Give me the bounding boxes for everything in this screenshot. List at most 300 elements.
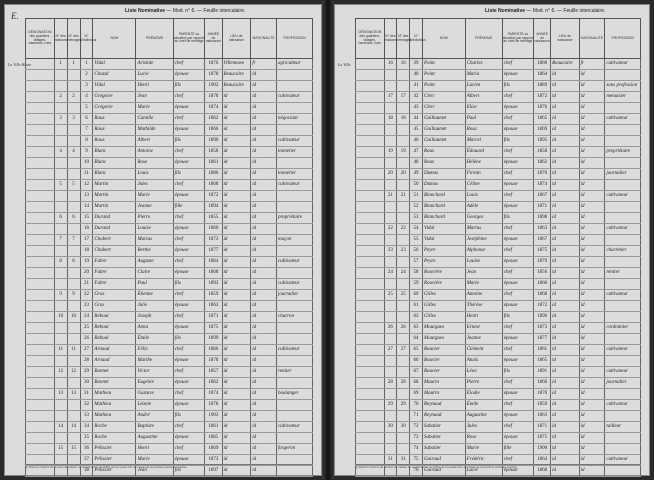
table-cell: chef (502, 455, 533, 466)
table-cell: 75 (410, 455, 423, 466)
table-cell: épouse (502, 279, 533, 290)
table-cell (54, 81, 67, 92)
book-gutter (322, 0, 334, 480)
table-cell: Firmin (465, 169, 502, 180)
table-cell: charron (277, 312, 313, 323)
table-cell: id (222, 268, 251, 279)
table-cell: 1862 (205, 114, 222, 125)
table-cell: chef (502, 323, 533, 334)
table-cell: Maurin (422, 389, 465, 400)
table-cell (356, 345, 385, 356)
left-col-header: PROFESSION (277, 19, 313, 59)
table-cell: Bonnet (93, 378, 136, 389)
table-cell: épouse (173, 246, 205, 257)
table-cell: chef (173, 345, 205, 356)
table-cell (277, 268, 313, 279)
table-cell: Mathilde (136, 125, 173, 136)
table-cell: 25 (80, 323, 93, 334)
table-cell: Pélissier (93, 455, 136, 466)
table-cell: Blanc (93, 147, 136, 158)
table-cell (384, 334, 397, 345)
table-cell: 27 (80, 345, 93, 356)
table-cell (605, 103, 641, 114)
table-cell: chef (502, 290, 533, 301)
table-cell: id (579, 345, 605, 356)
table-cell: id (551, 246, 580, 257)
left-col-header: N° des maisons (54, 19, 67, 59)
table-cell: Clerc (422, 92, 465, 103)
right-page (334, 4, 650, 476)
table-cell: Frédéric (465, 455, 502, 466)
table-row (356, 444, 641, 455)
table-cell: id (251, 213, 277, 224)
table-cell (26, 444, 55, 455)
table-cell (356, 81, 385, 92)
table-cell: 19 (384, 147, 397, 158)
table-cell: Pierre (136, 213, 173, 224)
table-cell (54, 103, 67, 114)
table-cell: id (579, 279, 605, 290)
table-cell: 12 (80, 180, 93, 191)
table-cell: id (579, 301, 605, 312)
table-cell: 35 (80, 433, 93, 444)
table-cell (356, 125, 385, 136)
table-cell: 1874 (534, 180, 551, 191)
table-cell: Victor (136, 367, 173, 378)
table-cell (277, 334, 313, 345)
table-row (26, 411, 313, 422)
table-cell: Gustave (136, 389, 173, 400)
table-cell: id (222, 235, 251, 246)
table-cell: 4 (54, 147, 67, 158)
left-col-header: N° des ménages (67, 19, 80, 59)
table-cell: id (579, 257, 605, 268)
table-cell: 1902 (205, 81, 222, 92)
table-cell: Antoine (136, 147, 173, 158)
table-cell: cultivateur (605, 191, 641, 202)
table-cell: Gras (93, 290, 136, 301)
table-cell: id (222, 433, 251, 444)
table-cell: 17 (80, 235, 93, 246)
table-cell: cultivateur (277, 92, 313, 103)
table-cell: 7 (54, 235, 67, 246)
table-cell: 1870 (205, 356, 222, 367)
table-cell: Roux (93, 114, 136, 125)
table-cell: épouse (502, 70, 533, 81)
table-cell: id (222, 158, 251, 169)
table-cell: 29 (397, 400, 410, 411)
table-cell (397, 334, 410, 345)
table-cell: id (551, 169, 580, 180)
table-cell: id (579, 191, 605, 202)
table-row (26, 268, 313, 279)
table-cell: Marthe (136, 356, 173, 367)
table-cell: Gilles (422, 290, 465, 301)
table-row (26, 356, 313, 367)
left-col-header: DÉSIGNATION des quartiers, villages, hameaux, rues (26, 19, 55, 59)
table-cell: 1873 (205, 455, 222, 466)
table-cell (67, 378, 80, 389)
table-cell: 9 (80, 147, 93, 158)
table-cell: Guiraud (422, 455, 465, 466)
table-cell: épouse (173, 224, 205, 235)
table-cell (54, 202, 67, 213)
table-cell: id (251, 246, 277, 257)
table-cell: id (551, 279, 580, 290)
table-row (26, 389, 313, 400)
table-cell: 1874 (205, 103, 222, 114)
table-cell: 28 (397, 378, 410, 389)
table-row (356, 125, 641, 136)
table-row (356, 411, 641, 422)
table-cell: Peyre (422, 246, 465, 257)
table-cell: Reboul (93, 334, 136, 345)
table-cell (26, 103, 55, 114)
table-cell: Point (422, 70, 465, 81)
table-row (26, 367, 313, 378)
table-cell: 26 (80, 334, 93, 345)
table-cell: Martin (93, 191, 136, 202)
table-cell: 1878 (205, 400, 222, 411)
table-cell: Bouvier (422, 345, 465, 356)
table-cell: épouse (502, 356, 533, 367)
table-cell: Sabatier (422, 433, 465, 444)
table-cell: id (251, 136, 277, 147)
table-cell (605, 136, 641, 147)
table-cell: cultivateur (605, 400, 641, 411)
table-cell: 1859 (205, 290, 222, 301)
left-col-header: NATIONALITÉ (251, 19, 277, 59)
table-cell: id (551, 191, 580, 202)
table-cell (26, 411, 55, 422)
table-cell: épouse (173, 268, 205, 279)
table-cell: Chabert (93, 235, 136, 246)
table-cell: id (251, 158, 277, 169)
table-cell: 1873 (205, 235, 222, 246)
table-cell: Maria (465, 70, 502, 81)
table-row (356, 202, 641, 213)
table-row (356, 323, 641, 334)
table-cell: forgeron (277, 444, 313, 455)
table-cell (356, 389, 385, 400)
table-cell (605, 301, 641, 312)
table-row (356, 279, 641, 290)
table-cell: id (222, 400, 251, 411)
table-cell: Mathieu (93, 400, 136, 411)
table-cell: fils (173, 136, 205, 147)
table-cell: Beaucaire (222, 81, 251, 92)
table-cell: id (222, 257, 251, 268)
table-cell: Guillaumet (422, 125, 465, 136)
right-col-header: ANNÉE de naissance (534, 19, 551, 59)
table-cell (54, 70, 67, 81)
table-cell (605, 389, 641, 400)
right-col-header: N° des ménages (397, 19, 410, 59)
table-cell: 22 (384, 224, 397, 235)
table-row (26, 312, 313, 323)
table-cell: 28 (384, 378, 397, 389)
table-cell: 1864 (534, 455, 551, 466)
table-row (26, 158, 313, 169)
table-cell: cultivateur (277, 422, 313, 433)
table-cell: 62 (410, 312, 423, 323)
table-cell (384, 235, 397, 246)
table-cell (54, 279, 67, 290)
table-row (26, 213, 313, 224)
table-cell: 1889 (534, 81, 551, 92)
right-register-table (355, 18, 641, 477)
table-cell: Elise (465, 103, 502, 114)
table-cell (356, 158, 385, 169)
table-cell: chef (502, 378, 533, 389)
table-cell: Dumas (422, 169, 465, 180)
left-table-body (26, 59, 313, 477)
table-row (26, 345, 313, 356)
table-cell (277, 411, 313, 422)
table-cell: id (551, 268, 580, 279)
table-cell: fils (173, 81, 205, 92)
table-cell: id (579, 433, 605, 444)
table-cell: 45 (410, 125, 423, 136)
table-cell: fr (579, 59, 605, 70)
table-cell: Félix (136, 345, 173, 356)
table-cell: id (222, 92, 251, 103)
table-cell: id (551, 81, 580, 92)
table-cell (277, 191, 313, 202)
table-cell: 2 (67, 92, 80, 103)
table-row (26, 70, 313, 81)
table-cell (54, 246, 67, 257)
table-cell (26, 70, 55, 81)
table-cell: Blanc (93, 169, 136, 180)
table-cell: épouse (502, 180, 533, 191)
table-cell: fille (173, 202, 205, 213)
table-cell (26, 389, 55, 400)
table-cell: 73 (410, 433, 423, 444)
table-cell: cultivateur (277, 180, 313, 191)
table-cell (397, 180, 410, 191)
table-cell: id (222, 114, 251, 125)
table-cell: Baptiste (136, 422, 173, 433)
table-cell (277, 81, 313, 92)
table-cell: épouse (173, 356, 205, 367)
table-cell: 12 (54, 367, 67, 378)
table-cell (356, 147, 385, 158)
table-cell: id (251, 257, 277, 268)
table-row (26, 422, 313, 433)
right-col-header: DÉSIGNATION des quartiers, villages, hameaux, rues (356, 19, 385, 59)
right-footnote: (1) Dans la colonne du numéro de maison on ne doit porter ce chiffre qu'une seule fois, au niveau de la première personne inscrite. (355, 464, 641, 469)
table-cell: 53 (410, 213, 423, 224)
table-cell: épouse (173, 191, 205, 202)
table-cell: 1877 (534, 334, 551, 345)
table-cell: id (251, 301, 277, 312)
table-row (356, 235, 641, 246)
table-cell: Guillaumet (422, 114, 465, 125)
table-cell: chef (502, 147, 533, 158)
table-cell: id (251, 191, 277, 202)
table-cell: épouse (502, 103, 533, 114)
table-row (356, 378, 641, 389)
table-cell: Lucien (465, 81, 502, 92)
table-cell (384, 70, 397, 81)
table-cell: 1903 (205, 411, 222, 422)
table-row (356, 367, 641, 378)
table-cell: 49 (410, 169, 423, 180)
table-cell: 14 (67, 422, 80, 433)
table-cell: Villeneuve (222, 59, 251, 70)
table-cell: sans profession (605, 81, 641, 92)
table-cell: 34 (80, 422, 93, 433)
table-cell (356, 312, 385, 323)
table-cell: id (551, 312, 580, 323)
table-cell: 7 (67, 235, 80, 246)
table-cell: id (579, 169, 605, 180)
table-cell (67, 224, 80, 235)
table-cell: 1 (80, 59, 93, 70)
table-cell: 4 (80, 92, 93, 103)
left-margin-note: La Ville Haute (8, 62, 32, 67)
table-cell (356, 400, 385, 411)
table-cell: épouse (502, 411, 533, 422)
table-cell: id (251, 323, 277, 334)
table-cell: Durand (93, 224, 136, 235)
table-cell: Henri (136, 444, 173, 455)
table-row (26, 290, 313, 301)
table-cell: 31 (384, 455, 397, 466)
table-row (26, 169, 313, 180)
table-cell: id (551, 125, 580, 136)
right-col-header: N° d'individus (410, 19, 423, 59)
table-cell: id (551, 400, 580, 411)
left-footnote: (1) Dans la colonne du numéro de maison on ne doit porter ce chiffre qu'une seule fois, au niveau de la première personne inscrite. (25, 464, 313, 469)
left-header-row (26, 19, 313, 59)
table-cell: fils (502, 312, 533, 323)
table-cell: id (551, 158, 580, 169)
table-cell (356, 411, 385, 422)
table-cell: id (551, 257, 580, 268)
table-cell: 14 (54, 422, 67, 433)
table-cell: Hélène (465, 158, 502, 169)
table-cell: 16 (80, 224, 93, 235)
table-row (356, 246, 641, 257)
table-cell: 19 (397, 147, 410, 158)
table-cell: chef (173, 422, 205, 433)
table-cell: 1886 (205, 169, 222, 180)
table-cell (397, 312, 410, 323)
table-cell (384, 444, 397, 455)
table-cell (384, 433, 397, 444)
table-cell: Rose (136, 158, 173, 169)
table-cell: id (251, 81, 277, 92)
table-cell: 38 (80, 466, 93, 477)
table-cell: id (551, 224, 580, 235)
table-cell: Eugénie (136, 378, 173, 389)
table-cell (277, 433, 313, 444)
table-cell: 1899 (205, 334, 222, 345)
table-cell: chef (502, 92, 533, 103)
table-row (26, 301, 313, 312)
table-cell: id (251, 279, 277, 290)
table-cell: id (222, 301, 251, 312)
left-col-header: NOM (93, 19, 136, 59)
table-cell: Martin (93, 202, 136, 213)
table-cell: id (551, 103, 580, 114)
table-cell: 24 (80, 312, 93, 323)
table-cell: 24 (384, 268, 397, 279)
table-cell: id (551, 466, 580, 477)
table-cell: id (222, 202, 251, 213)
table-cell: Paul (136, 279, 173, 290)
table-cell: id (251, 433, 277, 444)
table-cell: 1865 (534, 356, 551, 367)
table-cell: épouse (502, 389, 533, 400)
table-cell: épouse (173, 125, 205, 136)
table-cell: 37 (80, 455, 93, 466)
table-cell: 15 (80, 213, 93, 224)
table-cell (67, 334, 80, 345)
table-cell: chef (173, 92, 205, 103)
table-cell: id (222, 334, 251, 345)
table-row (26, 257, 313, 268)
table-cell: 56 (410, 246, 423, 257)
table-cell: id (251, 455, 277, 466)
table-cell: épouse (502, 158, 533, 169)
table-cell: chef (173, 147, 205, 158)
table-cell: id (222, 279, 251, 290)
table-cell: id (579, 455, 605, 466)
table-row (356, 312, 641, 323)
table-cell: 22 (397, 224, 410, 235)
table-cell: Fabre (93, 268, 136, 279)
table-row (356, 59, 641, 70)
table-cell (356, 422, 385, 433)
table-cell: Roux (422, 158, 465, 169)
table-cell (384, 257, 397, 268)
table-cell: 1869 (205, 444, 222, 455)
table-cell (54, 224, 67, 235)
table-cell: id (551, 92, 580, 103)
table-row (26, 444, 313, 455)
table-cell: id (579, 147, 605, 158)
table-cell: id (222, 455, 251, 466)
table-cell: Pélissier (93, 466, 136, 477)
table-cell: Maurin (422, 378, 465, 389)
table-cell: 41 (410, 81, 423, 92)
table-cell: 1872 (534, 301, 551, 312)
table-cell: 57 (410, 257, 423, 268)
table-row (356, 114, 641, 125)
table-cell: Marie (465, 444, 502, 455)
table-cell: 43 (410, 103, 423, 114)
table-cell: id (579, 114, 605, 125)
table-cell: 31 (80, 389, 93, 400)
table-cell: maçon (277, 235, 313, 246)
table-cell: 1855 (205, 213, 222, 224)
table-row (356, 224, 641, 235)
table-cell: id (579, 466, 605, 477)
table-cell: Fabre (93, 279, 136, 290)
table-cell: 67 (410, 367, 423, 378)
table-cell (384, 279, 397, 290)
table-cell: Beaucaire (551, 59, 580, 70)
table-cell: 1897 (205, 466, 222, 477)
table-cell: Mathieu (93, 389, 136, 400)
table-cell: 1864 (534, 70, 551, 81)
table-cell: Adèle (465, 202, 502, 213)
table-cell: André (136, 411, 173, 422)
table-cell (67, 125, 80, 136)
